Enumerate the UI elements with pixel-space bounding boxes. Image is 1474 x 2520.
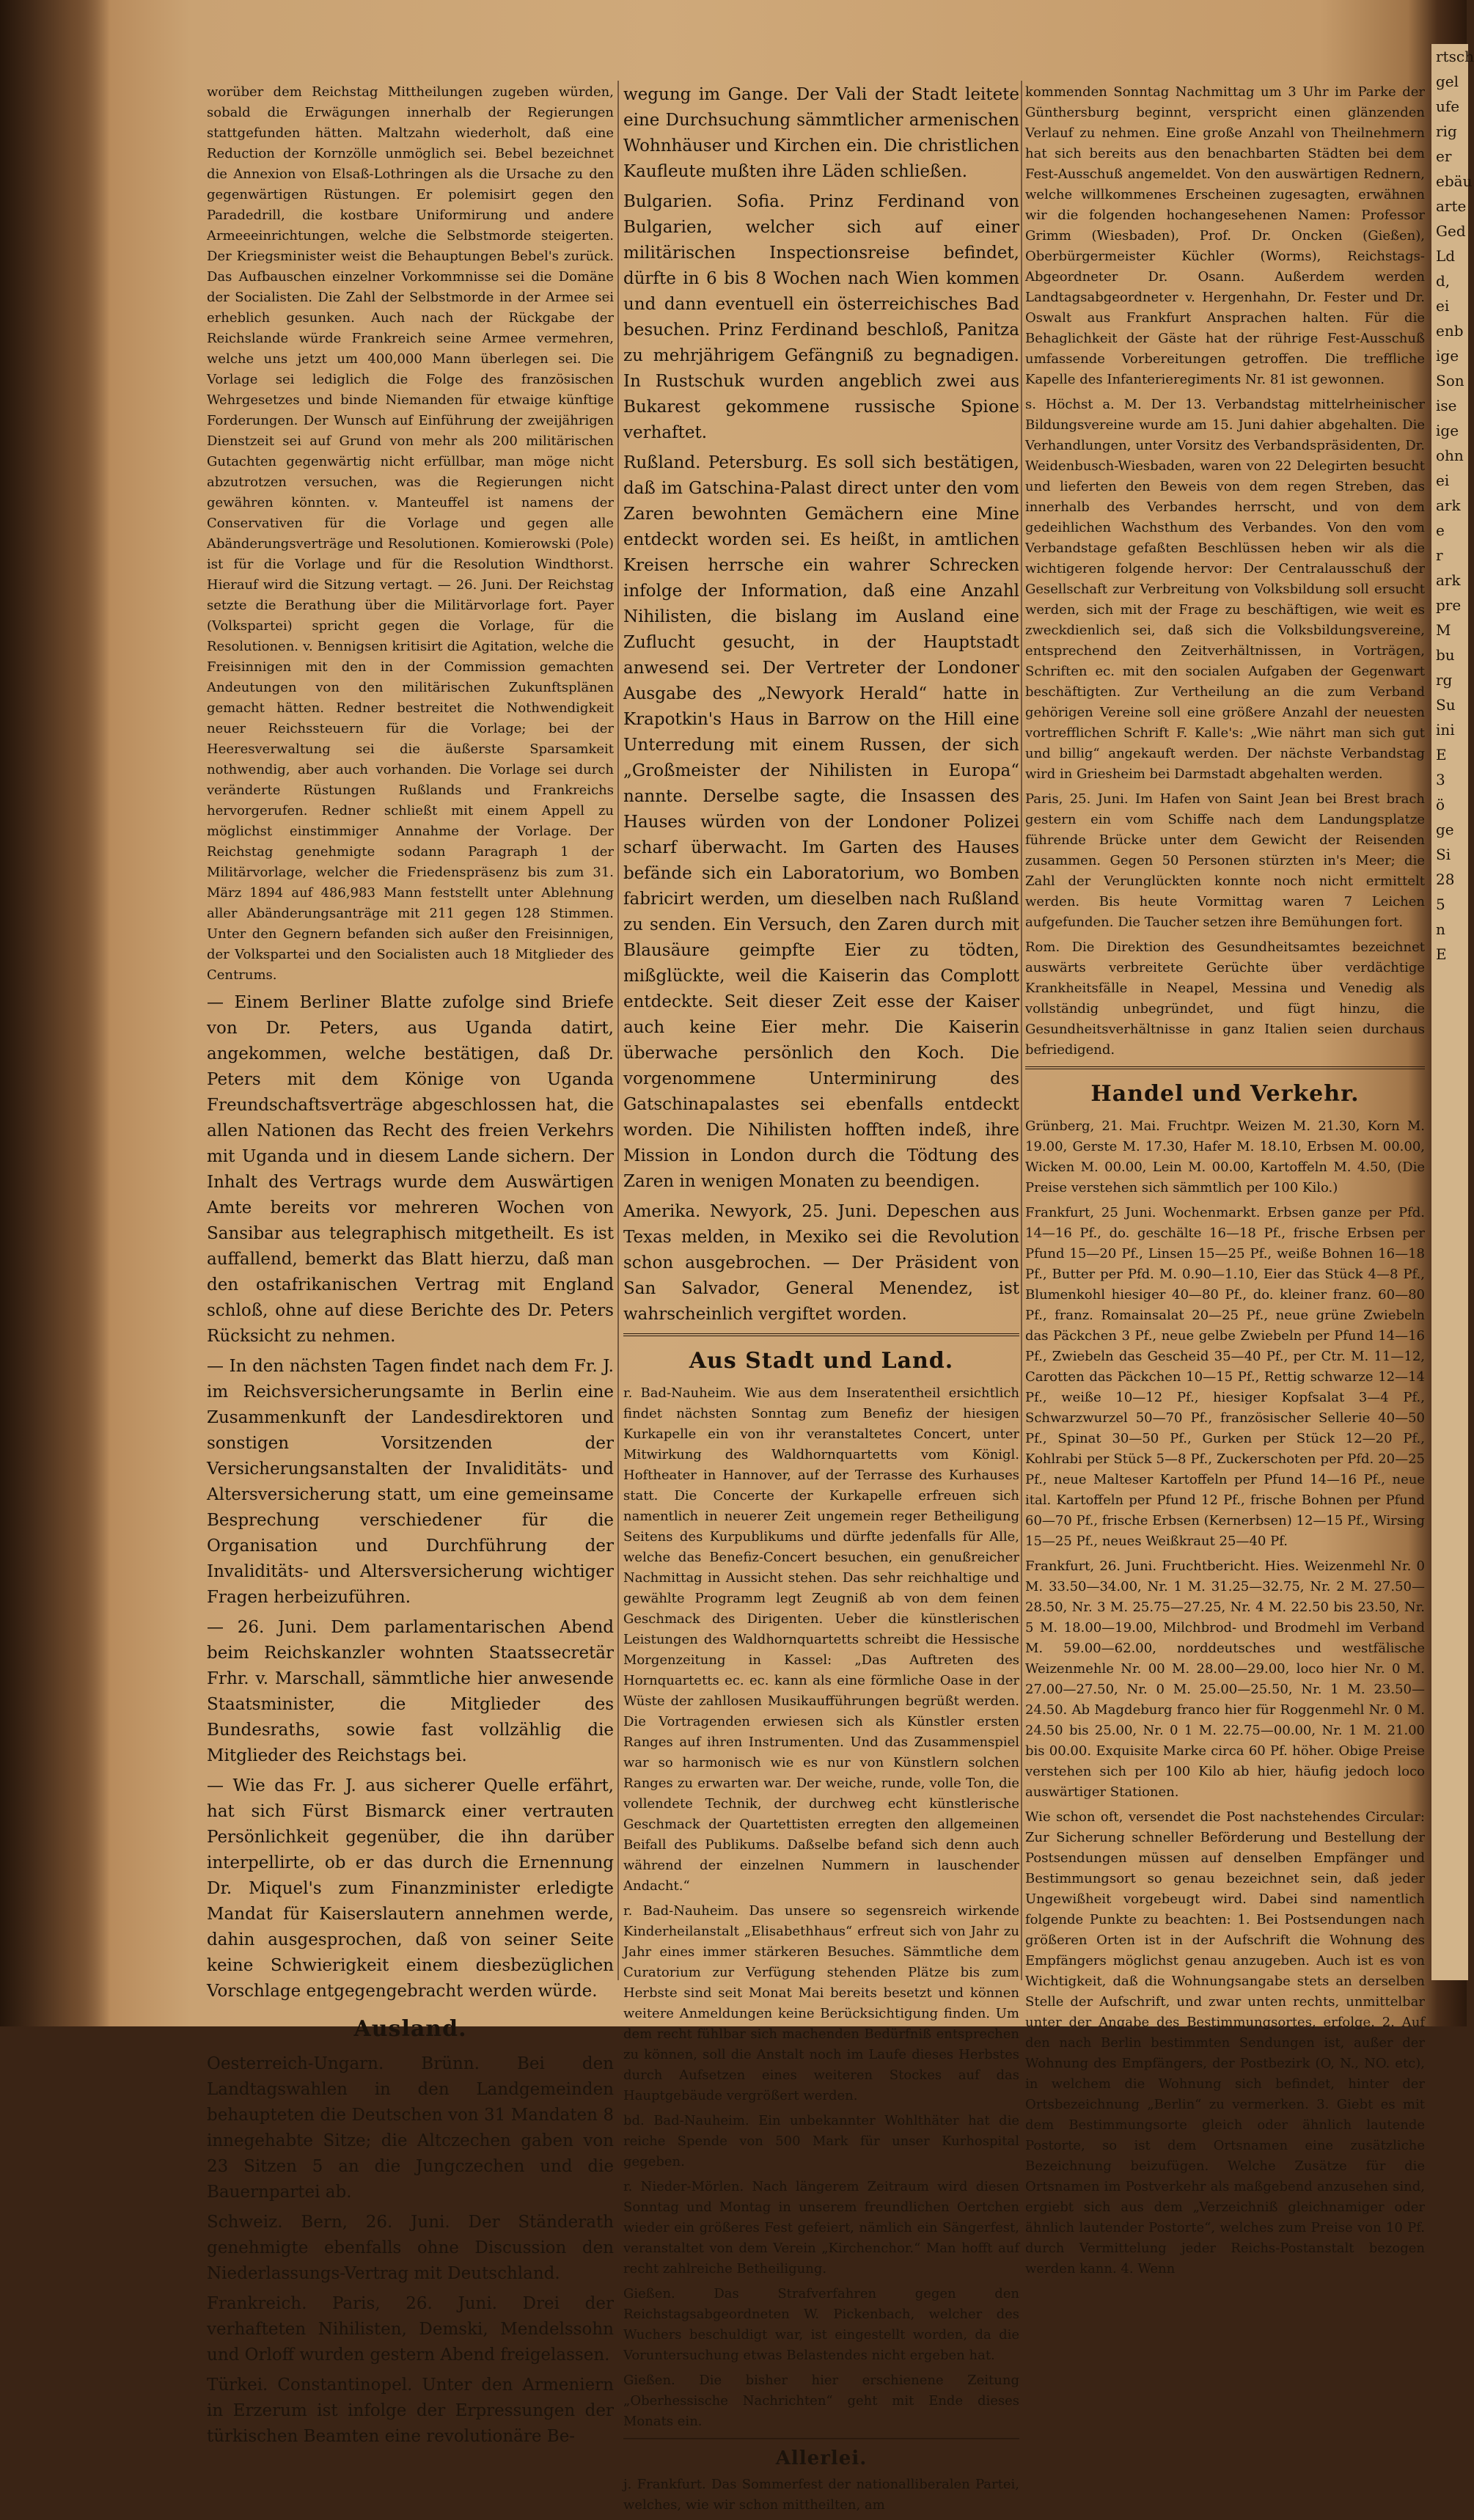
article-paris-bruecke: Paris, 25. Juni. Im Hafen von Saint Jean bei Brest brach gestern ein vom Schiffe nach dem Landungsplatze führende Brücke unter dem Gewicht der Reisenden zusammen. Gegen 50 Personen stürzten in's Meer; die Zahl der Verunglückten konnte noch nicht ermittelt werden. Bis heute Vormittag waren 7 Leichen aufgefunden. Die Taucher setzen ihre Bemühungen fort. (1025, 791, 1425, 930)
facing-page-fragment: ark (1436, 497, 1461, 514)
article-frankfurt-sommerfest: j. Frankfurt. Das Sommerfest der nationalliberalen Partei, welches, wie wir schon mittheilten, am (623, 2477, 1019, 2513)
facing-page-edge (1430, 44, 1474, 1980)
facing-page-fragment: rg (1436, 671, 1453, 689)
facing-page-fragment: ö (1436, 796, 1445, 813)
article-reichsversicherungsamt: — In den nächsten Tagen findet nach dem Fr. J. im Reichsversicherungsamte in Berlin eine Zusammenkunft der Landesdirektoren und sonstigen Vorsitzenden der Versicherungsanstalten der Invaliditäts- und Altersversicherung statt, um eine gemeinsame Besprechung verschiedener für die Organisation und Durchführung der Invaliditäts- und Altersversicherung wichtiger Fragen herbeizuführen. (207, 1357, 614, 1607)
market-gruenberg: Grünberg, 21. Mai. Fruchtpr. Weizen M. 21.30, Korn M. 19.00, Gerste M. 17.30, Hafer M. 18.10, Erbsen M. 00.00, Wicken M. 00.00, Lein M. 00.00, Kartoffeln M. 4.50, (Die Preise verstehen sich sämmtlich per 100 Kilo.) (1025, 1118, 1425, 1195)
facing-page-fragment: enb (1436, 322, 1464, 340)
facing-page-fragment: e (1436, 521, 1445, 539)
facing-page-fragment: ark (1436, 571, 1461, 589)
facing-page-fragment: Ld (1436, 247, 1456, 265)
article-bulgarien: Bulgarien. Sofia. Prinz Ferdinand von Bulgarien, welcher sich auf einer militärischen Inspectionsreise befindet, dürfte in 6 bis 8 Wochen nach Wien kommen und dann eventuell ein österreichisches Bad besuchen. Prinz Ferdinand beschloß, Panitza zu mehrjährigem Gefängniß zu begnadigen. In Rustschuk wurden angeblich zwei aus Bukarest gekommene russische Spione verhaftet. (623, 192, 1019, 442)
section-rule (623, 1333, 1019, 1336)
article-giessen-strafverfahren: Gießen. Das Strafverfahren gegen den Reichstagsabgeordneten W. Pickenbach, welcher des Wuchers beschuldigt war, ist eingestellt worden, da die Voruntersuchung etwas Belastendes nicht ergeben hat. (623, 2286, 1019, 2363)
facing-page-fragment: ufe (1436, 98, 1460, 115)
article-nauheim-elisabethhaus: r. Bad-Nauheim. Das unsere so segensreich wirkende Kinderheilanstalt „Elisabethhaus“ erfreut sich von Jahr zu Jahr eines immer stärkeren Besuches. Sämmtliche dem Curatorium zur Verfügung stehenden Plätze bis zum Herbste sind seit Monat Mai bereits besetzt und können weitere Anmeldungen keine Berücksichtigung finden. Um dem recht fühlbar sich machenden Bedürfniß entsprechen zu können, soll die Anstalt noch im Laufe dieses Herbstes durch Aufsetzen eines weiteren Stockes auf das Hauptgebäude vergrößert werden. (623, 1903, 1019, 2103)
facing-page-fragment: gel (1436, 73, 1459, 90)
article-tuerkei: Türkei. Constantinopel. Unter den Armeniern in Erzerum ist infolge der Erpressungen der türkischen Beamten eine revolutionäre Be- (207, 2376, 614, 2446)
article-sommerfest-cont: kommenden Sonntag Nachmittag um 3 Uhr im Parke der Günthersburg beginnt, verspricht einen glänzenden Verlauf zu nehmen. Eine große Anzahl von Theilnehmern hat sich bereits aus den benachbarten Städten bei dem Fest-Ausschuß angemeldet. Von den auswärtigen Rednern, welche willkommenes Erscheinen zugesagten, erwähnen wir die folgenden hochangesehenen Namen: Professor Grimm (Wiesbaden), Prof. Dr. Oncken (Gießen), Oberbürgermeister Küchler (Worms), Reichstags-Abgeordneter Dr. Osann. Außerdem werden Landtagsabgeordneter v. Hergenhahn, Dr. Fester und Dr. Oswalt aus Frankfurt Ansprachen halten. Für die Behaglichkeit der Gäste hat der rührige Fest-Ausschuß umfassende Vorbereitungen getroffen. Die treffliche Kapelle des Infanterieregiments Nr. 81 ist gewonnen. (1025, 84, 1425, 387)
article-oesterreich: Oesterreich-Ungarn. Brünn. Bei den Landtagswahlen in den Landgemeinden behaupteten die Deutschen von 31 Mandaten 8 innegehabte Sitze; die Altczechen gaben von 23 Sitzen 5 an die Jungczechen und die Bauernpartei ab. (207, 2054, 614, 2202)
facing-page-fragment: rtsch (1436, 48, 1474, 65)
facing-page-fragment: Su (1436, 696, 1456, 714)
article-post-circular: Wie schon oft, versendet die Post nachstehendes Circular: Zur Sicherung schneller Beförderung und Bestellung der Postsendungen müssen auf denselben Empfänger und Bestimmungsort so genau bezeichnet sein, daß jeder Ungewißheit vorgebeugt wird. Dabei sind namentlich folgende Punkte zu beachten: 1. Bei Postsendungen nach größeren Orten ist in der Aufschrift die Wohnung des Empfängers möglichst genau anzugeben. Auch ist es von Wichtigkeit, daß die Wohnungsangabe stets an derselben Stelle der Aufschrift, und zwar unten rechts, unmittelbar unter der Angabe des Bestimmungsortes, erfolge. 2. Auf den nach Berlin bestimmten Sendungen ist, außer der Wohnung des Empfängers, der Postbezirk (O, N., NO. etc), in welchem die Wohnung sich befindet, hinter der Ortsbezeichnung „Berlin“ zu vermerken. 3. Giebt es mit dem Bestimmungsorte gleich oder ähnlich lautende Postorte, so ist dem Ortsnamen eine zusätzliche Bezeichnung beizufügen. Welche Zusätze für die Ortsnamen im Postverkehr als maßgebend anzusehen sind, ergiebt sich aus dem „Verzeichniß gleichnamiger oder ähnlich lautender Postorte“, welches zum Preise von 10 Pf. durch Vermittelung jeder Reichs-Postanstalt bezogen werden kann. 4. Wenn (1025, 1809, 1425, 2277)
facing-page-fragment: ini (1436, 721, 1455, 739)
article-rom-gesundheitsamt: Rom. Die Direktion des Gesundheitsamtes bezeichnet auswärts verbreitete Gerüchte über verdächtige Krankheitsfälle in Neapel, Messina und Venedig als vollständig unbegründet, und fügt hinzu, die Gesundheitsverhältnisse in ganz Italien seien durchaus befriedigend. (1025, 939, 1425, 1058)
section-rule (1025, 1066, 1425, 1069)
facing-page-fragment: er (1436, 147, 1452, 165)
article-tuerkei-cont: wegung im Gange. Der Vali der Stadt leitete eine Durchsuchung sämmtlicher armenischen Wohnhäuser und Kirchen ein. Die christlichen Kaufleute mußten ihre Läden schließen. (623, 85, 1019, 181)
facing-page-fragment: Son (1436, 372, 1464, 389)
facing-page-fragment: r (1436, 546, 1443, 564)
facing-page-fragment: ise (1436, 397, 1457, 414)
facing-page-fragment: 3 (1436, 771, 1445, 788)
article-giessen-zeitung: Gießen. Die bisher hier erschienene Zeitung „Oberhessische Nachrichten“ geht mit Ende dieses Monats ein. (623, 2373, 1019, 2429)
facing-page-fragment: Ged (1436, 222, 1466, 240)
column-middle (623, 82, 1019, 2520)
column-divider (1021, 81, 1022, 1980)
facing-page-fragment: ei (1436, 472, 1450, 489)
market-frankfurt-wochenmarkt: Frankfurt, 25 Juni. Wochenmarkt. Erbsen ganze per Pfd. 14—16 Pf., do. geschälte 16—18 Pf., frische Erbsen per Pfund 15—20 Pf., Linsen 15—25 Pf., weiße Bohnen 16—18 Pf., Butter per Pfd. M. 0.90—1.10, Eier das Stück 4—8 Pf., Blumenkohl hiesiger 40—80 Pf., do. kleiner franz. 60—80 Pf., franz. Romainsalat 20—25 Pf., neue grüne Zwiebeln das Päckchen 3 Pf., neue gelbe Zwiebeln per Pfund 14—16 Pf., Zwiebeln das Gescheid 35—40 Pf., per Ctr. M. 11—12, Carotten das Päckchen 10—15 Pf., Rettig schwarze 12—14 Pf., weiße 10—12 Pf., hiesiger Kopfsalat 3—4 Pf., Schwarzwurzel 50—70 Pf., französischer Sellerie 40—50 Pf., Spinat 30—50 Pf., Gurken per Stück 12—20 Pf., Kohlrabi per Stück 5—8 Pf., Zuckerschoten per Pfd. 20—25 Pf., neue Malteser Kartoffeln per Pfund 14—16 Pf., neue ital. Kartoffeln per Pfund 12 Pf., frische Bohnen per Pfund 60—70 Pf., frische Erbsen (Kernerbsen) 12—15 Pf., Wirsing 15—25 Pf., neues Weißkraut 25—40 Pf. (1025, 1205, 1425, 1549)
facing-page-fragment: arte (1436, 197, 1467, 215)
section-rule (623, 2438, 1019, 2439)
facing-page-fragment: rig (1436, 122, 1457, 140)
article-nieder-moerlen: r. Nieder-Mörlen. Nach längerem Zeitraum wird diesen Sonntag und Montag in unserem freundlichen Oertchen wieder ein größeres Fest gefeiert, nämlich ein Sängerfest, veranstaltet von dem Verein „Kirchenchor.“ Man hofft auf recht zahlreiche Betheiligung. (623, 2179, 1019, 2277)
facing-page-fragment: ohn (1436, 447, 1464, 464)
facing-page-fragment: ige (1436, 422, 1459, 439)
facing-page-fragment: E (1436, 746, 1447, 763)
facing-page-fragment: Si (1436, 846, 1451, 863)
facing-page-fragment: ge (1436, 821, 1454, 838)
facing-page-fragment: ige (1436, 347, 1459, 365)
market-frankfurt-fruchtbericht: Frankfurt, 26. Juni. Fruchtbericht. Hies. Weizenmehl Nr. 0 M. 33.50—34.00, Nr. 1 M. 31.25—32.75, Nr. 2 M. 27.50—28.50, Nr. 3 M. 25.75—27.25, Nr. 4 M. 22.50 bis 23.50, Nr. 5 M. 18.00—19.00, Milchbrod- und Brodmehl im Verband M. 59.00—62.00, norddeutsches und westfälische Weizenmehle Nr. 00 M. 28.00—29.00, loco hier Nr. 0 M. 27.00—27.50, Nr. 0 M. 25.00—25.50, Nr. 1 M. 23.50—24.50. Ab Magdeburg franco hier für Roggenmehl Nr. 0 M. 24.50 bis 25.00, Nr. 0 1 M. 22.75—00.00, Nr. 1 M. 21.00 bis 00.00. Exquisite Marke circa 60 Pf. höher. Obige Preise verstehen sich per 100 Kilo ab hier, häufig jedoch loco auswärtiger Stationen. (1025, 1558, 1425, 1800)
facing-page-fragment: ebäu (1436, 172, 1473, 190)
facing-page-fragment: E (1436, 945, 1447, 963)
facing-page-fragment: M (1436, 621, 1451, 639)
column-divider (617, 81, 619, 1980)
facing-page-fragment: n (1436, 920, 1445, 938)
facing-page-fragment: pre (1436, 596, 1462, 614)
facing-page-fragment: bu (1436, 646, 1455, 664)
section-heading-handel: Handel und Verkehr. (1090, 1081, 1360, 1107)
facing-page-fragment: 28 (1436, 871, 1455, 888)
article-hoechst-verbandstag: s. Höchst a. M. Der 13. Verbandstag mittelrheinischer Bildungsvereine wurde am 15. Juni dahier abgehalten. Die Verhandlungen, unter Vorsitz des Verbandspräsidenten, Dr. Weidenbusch-Wiesbaden, waren von 22 Delegirten besucht und lieferten den Beweis von dem regen Streben, das innerhalb des Verbandes herrscht, und von dem gedeihlichen Wachsthum des Verbandes. Von den vom Verbandstage gefaßten Beschlüssen heben wir als die wichtigeren folgende hervor: Der Centralausschuß der Gesellschaft zur Verbreitung von Volksbildung soll ersucht werden, sich mit der Frage zu beschäftigen, wie weit es zweckdienlich sei, daß sich die Volksbildungsvereine, entsprechend den Zeitverhältnissen, in Vorträgen, Schriften ec. mit den socialen Aufgaben der Gegenwart beschäftigten. Zur Vertheilung an die zum Verband gehörigen Vereine soll eine größere Anzahl der neuesten vortrefflichen Schrift F. Kalle's: „Wie nährt man sich gut und billig“ angekauft werden. Der nächste Verbandstag wird in Griesheim bei Darmstadt abgehalten werden. (1025, 397, 1425, 782)
article-peters-uganda: — Einem Berliner Blatte zufolge sind Briefe von Dr. Peters, aus Uganda datirt, angekommen, welche bestätigen, daß Dr. Peters mit dem Könige von Uganda Freundschaftsverträge abgeschlossen hat, die allen Nationen das Recht des freien Verkehrs mit Uganda und in diesem Lande sichern. Der Inhalt des Vertrags wurde dem Auswärtigen Amte bereits vor mehreren Wochen von Sansibar aus telegraphisch mitgetheilt. Es ist auffallend, bemerkt das Blatt hierzu, daß man den ostafrikanischen Vertrag mit England schloß, ohne auf diese Berichte des Dr. Peters Rücksicht zu nehmen. (207, 993, 614, 1346)
book-gutter (0, 0, 110, 2026)
section-heading-stadt-land: Aus Stadt und Land. (689, 1348, 954, 1374)
column-left (207, 82, 614, 2454)
column-right (1025, 82, 1425, 2284)
facing-page-fragment: d, (1436, 272, 1451, 290)
article-bismarck: — Wie das Fr. J. aus sicherer Quelle erfährt, hat sich Fürst Bismarck einer vertrauten Persönlichkeit gegenüber, die ihn darüber interpellirte, ob er das durch die Ernennung Dr. Miquel's zum Finanzminister erledigte Mandat für Kaiserslautern annehmen werde, dahin ausgesprochen, daß von seiner Seite keine Schwierigkeit einem diesbezüglichen Vorschlage entgegengebracht werden würde. (207, 1776, 614, 2001)
article-frankreich: Frankreich. Paris, 26. Juni. Drei der verhafteten Nihilisten, Demski, Mendelssohn und Orloff wurden gestern Abend freigelassen. (207, 2294, 614, 2365)
article-reichstag: worüber dem Reichstag Mittheilungen zugeben würden, sobald die Erwägungen innerhalb der Regierungen stattgefunden hätten. Maltzahn wiederholt, daß eine Reduction der Kornzölle unmöglich sei. Bebel bezeichnet die Annexion von Elsaß-Lothringen als die Ursache zu den gegenwärtigen Rüstungen. Er polemisirt gegen den Paradedrill, die kostbare Uniformirung und andere Armeeeinrichtungen, welche die Selbstmorde steigerten. Der Kriegsminister weist die Behauptungen Bebel's zurück. Das Aufbauschen einzelner Vorkommnisse sei die Domäne der Socialisten. Die Zahl der Selbstmorde in der Armee sei erheblich gesunken. Auch nach der Rückgabe der Reichslande würde Frankreich seine Armee vermehren, welche uns jetzt um 400,000 Mann überlegen sei. Die Vorlage sei lediglich die Folge des französischen Wehrgesetzes und binde Niemanden für etwaige künftige Forderungen. Der Wunsch auf Einführung der zweijährigen Dienstzeit sei auf Grund von mehr als 200 militärischen Gutachten gegenwärtig nicht erfüllbar, man möge nicht abzutrotzen versuchen, was die Regierungen nicht gewähren könnten. v. Manteuffel ist namens der Conservativen für die Vorlage und gegen alle Abänderungsverträge und Resolutionen. Komierowski (Pole) ist für die Vorlage und für die Resolution Windthorst. Hierauf wird die Sitzung vertagt. — 26. Juni. Der Reichstag setzte die Berathung über die Militärvorlage fort. Payer (Volkspartei) spricht gegen die Vorlage, für die Resolutionen. v. Bennigsen kritisirt die Agitation, welche die Freisinnigen mit den in der Commission gemachten Andeutungen von den militärischen Zukunftsplänen gemacht hätten. Redner bestreitet die Nothwendigkeit neuer Reichssteuern für die Vorlage; bei der Heeresverwaltung sei die äußerste Sparsamkeit nothwendig, aber auch vorhanden. Die Vorlage sei durch veränderte Rüstungen Rußlands und Frankreichs hervorgerufen. Redner schließt mit einem Appell zu möglichst einstimmiger Annahme der Vorlage. Der Reichstag genehmigte sodann Paragraph 1 der Militärvorlage, welcher die Friedenspräsenz bis zum 31. März 1894 auf 486,983 Mann feststellt unter Ablehnung aller Abänderungsanträge mit 211 gegen 128 Stimmen. Unter den Gegnern befanden sich außer den Freisinnigen, der Volkspartei und den Socialisten auch 18 Mitglieder des Centrums. (207, 84, 614, 983)
section-heading-allerlei: Allerlei. (775, 2447, 868, 2469)
facing-page-fragment: 5 (1436, 895, 1445, 913)
article-russland: Rußland. Petersburg. Es soll sich bestätigen, daß im Gatschina-Palast direct unter den vom Zaren bewohnten Gemächern eine Mine entdeckt worden sei. Es heißt, in amtlichen Kreisen herrsche ein wahrer Schrecken infolge der Information, daß eine Anzahl Nihilisten, die bislang im Ausland eine Zuflucht gesucht, in der Hauptstadt anwesend sei. Der Vertreter der Londoner Ausgabe des „Newyork Herald“ hatte in Krapotkin's Haus in Barrow on the Hill eine Unterredung mit einem Russen, der sich „Großmeister der Nihilisten in Europa“ nannte. Derselbe sagte, die Insassen des Hauses würden von der Londoner Polizei scharf überwacht. Im Garten des Hauses befände sich ein Laboratorium, wo Bomben fabricirt werden, um dieselben nach Rußland zu senden. Ein Versuch, den Zaren durch mit Blausäure geimpfte Eier zu tödten, mißglückte, weil die Kaiserin das Complott entdeckte. Seit dieser Zeit esse der Kaiser auch keine Eier mehr. Die Kaiserin überwache persönlich den Koch. Die vorgenommene Unterminirung des Gatschinapalastes sei ebenfalls entdeckt worden. Die Nihilisten hofften indeß, ihre Mission in London durch die Tödtung des Zaren in wenigen Monaten zu beendigen. (623, 453, 1019, 1191)
article-amerika: Amerika. Newyork, 25. Juni. Depeschen aus Texas melden, in Mexiko sei die Revolution schon ausgebrochen. — Der Präsident von San Salvador, General Menendez, ist wahrscheinlich vergiftet worden. (623, 1202, 1019, 1324)
article-nauheim-concert: r. Bad-Nauheim. Wie aus dem Inseratentheil ersichtlich findet nächsten Sonntag zum Benefiz der hiesigen Kurkapelle ein von ihr veranstaltetes Concert, unter Mitwirkung des Waldhornquartetts vom Königl. Hoftheater in Hannover, auf der Terrasse des Kurhauses statt. Die Concerte der Kurkapelle erfreuen sich namentlich in neuerer Zeit ungemein reger Betheiligung Seitens des Kurpublikums und dürfte jedenfalls für Alle, welche das Benefiz-Concert besuchen, ein genußreicher Nachmittag in Aussicht stehen. Das sehr reichhaltige und gewählte Programm legt Zeugniß ab von dem feinen Geschmack des Dirigenten. Ueber die künstlerischen Leistungen des Waldhornquartetts schreibt die Hessische Morgenzeitung in Kassel: „Das Auftreten des Hornquartetts ec. ec. kann als eine förmliche Oase in der Wüste der zahllosen Musikaufführungen begrüßt werden. Die Vortragenden erwiesen sich als Künstler ersten Ranges auf ihren Instrumenten. Und das Zusammenspiel war so harmonisch wie es nur von Künstlern solchen Ranges zu erwarten war. Der weiche, runde, volle Ton, die vollendete Technik, der durchweg echt künstlerische Geschmack der Quartettisten erregten den allgemeinen Beifall des Publikums. Daßselbe befand sich denn auch während der einzelnen Nummern in lauschender Andacht.“ (623, 1385, 1019, 1894)
article-schweiz: Schweiz. Bern, 26. Juni. Der Ständerath genehmigte ebenfalls ohne Discussion den Niederlassungs-Vertrag mit Deutschland. (207, 2213, 614, 2283)
facing-page-fragment: ei (1436, 297, 1450, 315)
article-parlamentarischer-abend: — 26. Juni. Dem parlamentarischen Abend beim Reichskanzler wohnten Staatssecretär Frhr. v. Marschall, sämmtliche hier anwesende Staatsminister, die Mitglieder des Bundesraths, sowie fast vollzählig die Mitglieder des Reichstags bei. (207, 1618, 614, 1765)
section-heading-ausland: Ausland. (353, 2016, 467, 2042)
article-nauheim-spende: bd. Bad-Nauheim. Ein unbekannter Wohlthäter hat die reiche Spende von 500 Mark für unser Kurhospital gegeben. (623, 2113, 1019, 2169)
